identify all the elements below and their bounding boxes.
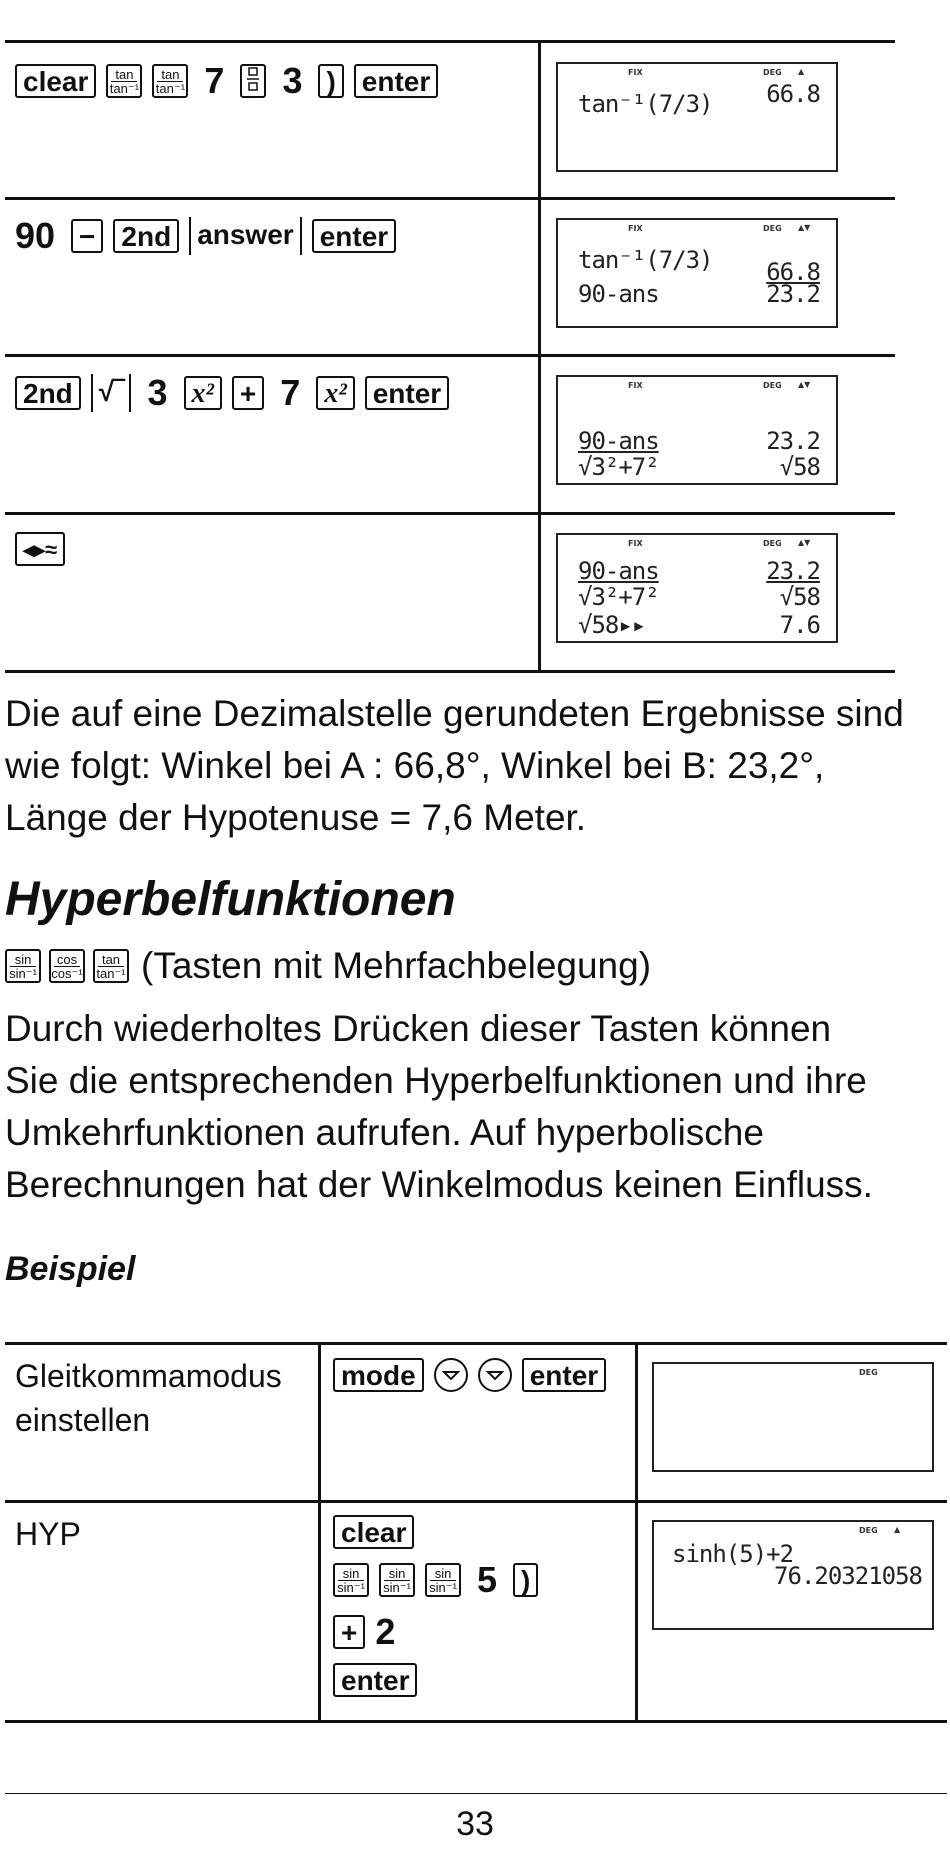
example-heading: Beispiel [5,1250,136,1288]
second-key: 2nd [113,219,179,253]
table1-row-divider [5,354,895,357]
section-heading: Hyperbelfunktionen [5,873,456,926]
screen-expression: 90-ans [578,427,659,455]
cos-key: cos cos⁻¹ [49,949,85,983]
table1-row-divider [5,512,895,515]
page-number: 33 [456,1805,494,1843]
screen-expression: tan⁻¹(7/3) [578,90,713,118]
deg-indicator: DEG [859,1368,878,1377]
screen-result: 76.20321058 [774,1562,922,1590]
enter-key: enter [312,219,396,253]
keystroke-sequence [15,372,449,414]
number-90: 90 [15,215,56,256]
scroll-arrows: ▲▼ [798,538,811,547]
hyperbolic-keys-line [5,945,651,987]
minus-key: − [71,219,103,253]
sin-key: sin sin⁻¹ [379,1563,415,1597]
description-line: Gleitkommamodus [15,1358,282,1394]
digit-2: 2 [375,1611,396,1652]
toggle-approx-key: ◂▸≈ [15,532,65,566]
calculator-screen [556,62,838,172]
table1-bottom-border [5,670,895,673]
fraction-key [240,64,266,98]
screen-expression: √3²+7² [578,583,659,611]
screen-result: 23.2 [766,280,820,308]
deg-indicator: DEG [763,224,782,233]
down-arrow-key [434,1358,468,1392]
enter-key: enter [365,376,449,410]
paragraph-line: Sie die entsprechenden Hyperbelfunktionen und ihre [5,1060,867,1101]
scroll-arrows: ▲▼ [798,223,811,232]
keystroke-line [333,1515,623,1549]
keystroke-sequence [333,1358,606,1392]
screen-result: 7.6 [779,611,820,639]
enter-key: enter [522,1358,606,1392]
sin-key: sin sin⁻¹ [5,949,41,983]
calculator-screen [652,1520,934,1630]
keystroke-sequence [15,215,396,257]
sqrt-key: √‾ [91,374,132,412]
calculator-screen [652,1362,934,1472]
enter-key: enter [354,64,438,98]
screen-result: √58 [779,583,820,611]
screen-expression: 90-ans [578,557,659,585]
paragraph-line: Durch wiederholtes Drücken dieser Tasten können [5,1008,832,1049]
section-body [5,1003,945,1211]
digit-7: 7 [280,372,301,413]
screen-result: 23.2 [766,557,820,585]
deg-indicator: DEG [763,539,782,548]
mode-indicator: FIX [628,381,643,390]
screen-expression: tan⁻¹(7/3) [578,246,713,274]
screen-expression: √58▸▸ [578,611,646,639]
screen-result: √58 [779,453,820,481]
mode-indicator: FIX [628,68,643,77]
mode-indicator: FIX [628,224,643,233]
digit-3: 3 [147,372,168,413]
keystroke-block [333,1515,623,1697]
mode-key: mode [333,1358,424,1392]
table2-bottom-border [5,1720,947,1723]
deg-indicator: DEG [859,1526,878,1535]
screen-expression: 90-ans [578,280,659,308]
paragraph-line: wie folgt: Winkel bei A : 66,8°, Winkel bei B: 23,2°, [5,745,825,786]
scroll-arrows: ▲▼ [798,380,811,389]
digit-5: 5 [477,1559,498,1600]
keystroke-line [333,1611,623,1653]
table1-column-divider [538,40,541,673]
calculator-screen [556,375,838,485]
description-line: einstellen [15,1402,151,1438]
clear-key: clear [333,1515,414,1549]
plus-key: + [232,376,264,410]
paragraph-line: Umkehrfunktionen aufrufen. Auf hyperbolische [5,1112,764,1153]
deg-indicator: DEG [763,68,782,77]
table1-top-border [5,40,895,43]
screen-expression: √3²+7² [578,453,659,481]
deg-indicator: DEG [763,381,782,390]
scroll-arrows: ▲ [894,1525,901,1534]
calculator-screen [556,218,838,328]
footer-rule [5,1793,947,1794]
clear-key: clear [15,64,96,98]
screen-result: 23.2 [766,427,820,455]
answer-key: answer [189,217,302,255]
table2-row-divider [5,1500,947,1503]
keystroke-line [333,1663,623,1697]
keys-note: (Tasten mit Mehrfachbelegung) [141,945,652,986]
tan-key: tan tan⁻¹ [106,64,142,98]
table1-row-divider [5,197,895,200]
table2-column-divider [635,1342,638,1723]
sin-key: sin sin⁻¹ [333,1563,369,1597]
keystroke-sequence [15,60,438,102]
close-paren-key: ) [318,64,343,98]
paragraph-line: Länge der Hypotenuse = 7,6 Meter. [5,797,587,838]
mode-indicator: FIX [628,539,643,548]
results-paragraph [5,688,945,844]
calculator-screen [556,533,838,643]
fraction-icon [245,66,261,92]
chevron-down-icon [441,1365,461,1385]
digit-7: 7 [204,60,225,101]
square-key: x² [316,376,354,410]
plus-key: + [333,1615,365,1649]
square-key: x² [184,376,222,410]
row-description: HYP [15,1516,81,1552]
row-description [15,1354,282,1442]
enter-key: enter [333,1663,417,1697]
close-paren-key: ) [513,1563,538,1597]
second-key: 2nd [15,376,81,410]
screen-expression: sinh(5)+2 [672,1540,794,1568]
table2-top-border [5,1342,947,1345]
paragraph-line: Die auf eine Dezimalstelle gerundeten Ergebnisse sind [5,693,904,734]
keystroke-sequence [15,532,65,566]
down-arrow-key [478,1358,512,1392]
paragraph-line: Berechnungen hat der Winkelmodus keinen Einfluss. [5,1164,873,1205]
chevron-down-icon [485,1365,505,1385]
tan-key: tan tan⁻¹ [93,949,129,983]
table2-column-divider [318,1342,321,1723]
keystroke-line [333,1559,623,1601]
screen-result: 66.8 [766,80,820,108]
screen-result: 66.8 [766,258,820,286]
digit-3: 3 [282,60,303,101]
sin-key: sin sin⁻¹ [425,1563,461,1597]
tan-key: tan tan⁻¹ [152,64,188,98]
scroll-arrows: ▲ [798,67,805,76]
